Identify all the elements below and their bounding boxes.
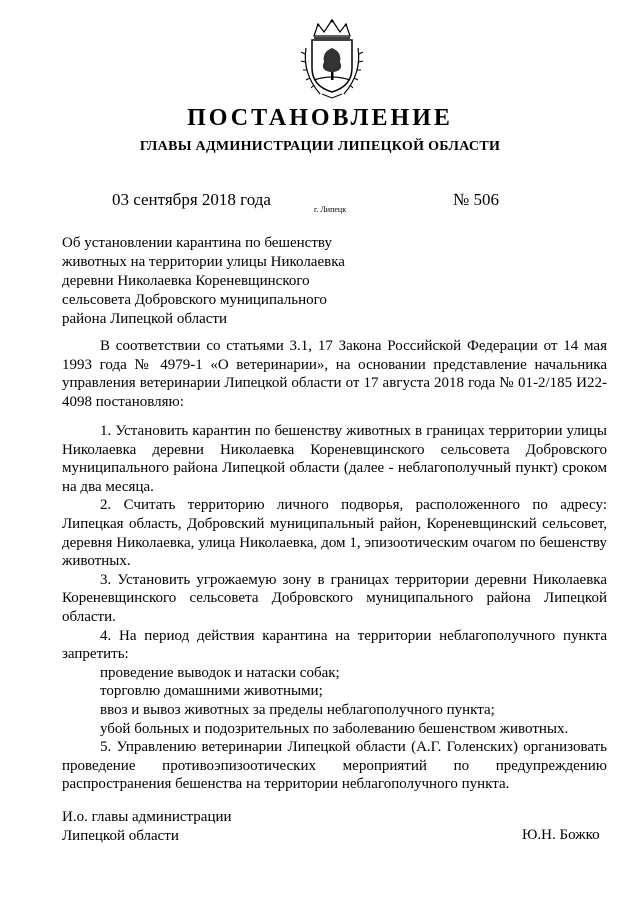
document-date: 03 сентября 2018 года xyxy=(112,190,271,209)
document-city: г. Липецк xyxy=(314,205,347,214)
paragraph-3: 3. Установить угрожаемую зону в границах территории деревни Николаевка Кореневщинского сельсовета Добровского муниципального района Липецкой области. xyxy=(62,571,607,625)
subject-line: района Липецкой области xyxy=(62,311,227,327)
subject-line: животных на территории улицы Николаевка xyxy=(62,254,345,270)
document-number: № 506 xyxy=(453,190,499,209)
signatory-position-line: И.о. главы администрации xyxy=(62,809,232,825)
subject-line: деревни Николаевка Кореневщинского xyxy=(62,273,310,289)
signatory-name: Ю.Н. Божко xyxy=(522,827,600,843)
document-title: ПОСТАНОВЛЕНИЕ xyxy=(187,105,453,131)
signatory-position-line: Липецкой области xyxy=(62,828,179,844)
prohibition-item: ввоз и вывоз животных за пределы неблагополучного пункта; xyxy=(100,701,495,718)
paragraph-5: 5. Управлению ветеринарии Липецкой области (А.Г. Голенских) организовать проведение противоэпизоотических мероприятий по предупреждению распространения бешенства на территории неблагополучного пункта. xyxy=(62,739,607,793)
document-body xyxy=(62,337,607,411)
paragraph-1: 1. Установить карантин по бешенству животных в границах территории улицы Николаевка деревни Николаевка Кореневщинского сельсовета Добровского муниципального района Липецкой области (далее - неблагополучный пункт) сроком на два месяца. xyxy=(62,423,607,495)
prohibition-item: торговлю домашними животными; xyxy=(100,683,323,700)
subject-line: сельсовета Добровского муниципального xyxy=(62,292,327,308)
coat-of-arms-icon xyxy=(300,18,364,100)
document-body-items xyxy=(62,422,607,794)
preamble-paragraph: В соответствии со статьями 3.1, 17 Закона Российской Федерации от 14 мая 1993 года № 4979-1 «О ветеринарии», на основании представление начальника управления ветеринарии Липецкой области от 17 августа 2018 года № 01-2/185 И22-4098 постановляю: xyxy=(62,338,607,410)
paragraph-4: 4. На период действия карантина на территории неблагополучного пункта запретить: xyxy=(62,627,607,663)
subject-line: Об установлении карантина по бешенству xyxy=(62,235,332,251)
prohibition-item: проведение выводок и натаски собак; xyxy=(100,664,340,681)
document-subject xyxy=(62,234,362,329)
paragraph-2: 2. Считать территорию личного подворья, расположенного по адресу: Липецкая область, Добровский муниципальный район, Кореневщинский сельсовет, деревня Николаевка, улица Николаевка, дом 1, эпизоотическим очагом по бешенству животных. xyxy=(62,497,607,570)
document-subtitle: ГЛАВЫ АДМИНИСТРАЦИИ ЛИПЕЦКОЙ ОБЛАСТИ xyxy=(139,139,501,154)
signatory-position xyxy=(62,808,232,846)
prohibition-item: убой больных и подозрительных по заболеванию бешенством животных. xyxy=(100,720,569,737)
